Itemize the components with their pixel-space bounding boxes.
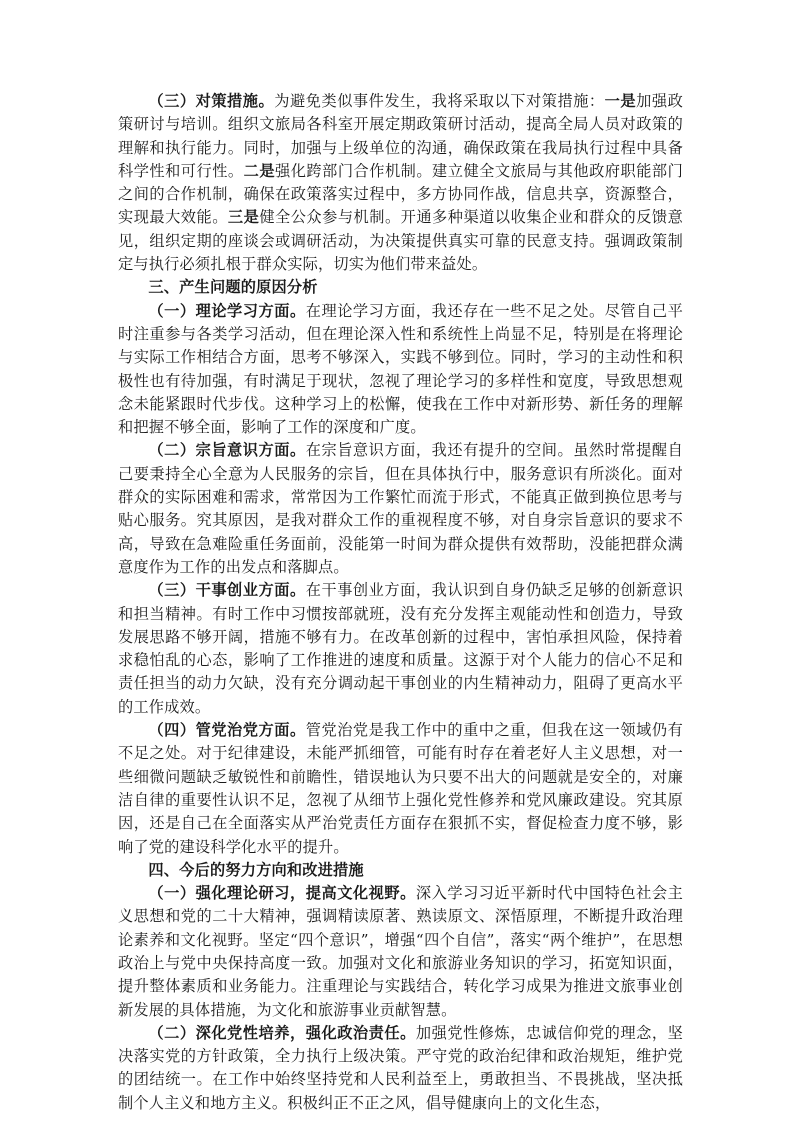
countermeasures-lead: （三）对策措施。 [148, 92, 275, 110]
paragraph-theory-research [118, 882, 683, 1022]
party-governance-text: 管党治党是我工作中的重中之重，但我在这一领域仍有不足之处。对于纪律建设，未能严抓细管，可能有时存在着老好人主义思想，对一些细微问题缺乏敏锐性和前瞻性，错误地认为只要不出大的问题就是安全的，对廉洁自律的重要性认识不足，忽视了从细节上强化党性修养和党风廉政建设。究其原因，还是自己在全面落实从严治党责任方面存在狠抓不实，督促检查力度不够，影响了党的建设科学化水平的提升。 [118, 721, 683, 856]
section-heading-improvements: 四、今后的努力方向和改进措施 [148, 860, 364, 879]
countermeasures-text-4: 健全公众参与机制。开通多种渠道以收集企业和群众的反馈意见，组织定期的座谈会或调研活动，为决策提供真实可靠的民意支持。强调政策制定与执行必须扎根于群众实际，切实为他们带来益处。 [118, 208, 683, 274]
paragraph-party-governance [118, 719, 683, 859]
theory-study-text: 在理论学习方面，我还存在一些不足之处。尽管自己平时注重参与各类学习活动，但在理论深入性和系统性上尚显不足，特别是在将理论与实际工作相结合方面，思考不够深入，实践不够到位。同时，学习的主动性和积极性也有待加强，有时满足于现状，忽视了理论学习的多样性和宽度，导致思想观念未能紧跟时代步伐。这种学习上的松懈，使我在工作中对新形势、新任务的理解和把握不够全面，影响了工作的深度和广度。 [118, 301, 683, 437]
party-spirit-lead: （二）深化党性培养，强化政治责任。 [148, 1023, 416, 1042]
section-heading-causes: 三、产生问题的原因分析 [148, 278, 318, 297]
party-governance-lead: （四）管党治党方面。 [148, 721, 306, 740]
paragraph-entrepreneurship [118, 579, 683, 719]
countermeasures-text-2: 加强政策研讨与培训。组织文旅局各科室开展定期政策研讨活动，提高全局人员对政策的理解和执行能力。同时，加强与上级单位的沟通，确保政策在我局执行过程中具备科学性和可行性。 [118, 92, 683, 180]
paragraph-party-spirit [118, 1022, 683, 1115]
theory-research-lead: （一）强化理论研习，提高文化视野。 [148, 884, 416, 903]
party-spirit-text: 加强党性修炼，忠诚信仰党的理念，坚决落实党的方针政策，全力执行上级决策。严守党的政治纪律和政治规矩，维护党的团结统一。在工作中始终坚持党和人民利益至上，勇敢担当、不畏挑战，坚决抵制个人主义和地方主义。积极纠正不正之风，倡导健康向上的文化生态， [118, 1023, 684, 1112]
countermeasures-item-1-label: 一是 [604, 92, 637, 110]
theory-research-text: 深入学习习近平新时代中国特色社会主义思想和党的二十大精神，强调精读原著、熟读原文、深悟原理，不断提升政治理论素养和文化视野。坚定“四个意识”，增强“四个自信”，落实“两个维护”，在思想政治上与党中央保持高度一致。加强对文化和旅游业务知识的学习，拓宽知识面，提升整体素质和业务能力。注重理论与实践结合，转化学习成果为推进文旅事业创新发展的具体措施，为文化和旅游事业贡献智慧。 [118, 884, 684, 1019]
paragraph-purpose-awareness [118, 439, 683, 579]
purpose-awareness-lead: （二）宗旨意识方面。 [148, 441, 306, 460]
entrepreneurship-lead: （三）干事创业方面。 [148, 581, 306, 600]
paragraph-countermeasures [118, 90, 683, 276]
purpose-awareness-text: 在宗旨意识方面，我还有提升的空间。虽然时常提醒自己要秉持全心全意为人民服务的宗旨，但在具体执行中，服务意识有所淡化。面对群众的实际困难和需求，常常因为工作繁忙而流于形式，不能真正做到换位思考与贴心服务。究其原因，是我对群众工作的重视程度不够，对自身宗旨意识的要求不高，导致在急难险重任务面前，没能第一时间为群众提供有效帮助，没能把群众满意度作为工作的出发点和落脚点。 [118, 441, 683, 576]
countermeasures-text-3: 强化跨部门合作机制。建立健全文旅局与其他政府职能部门之间的合作机制，确保在政策落实过程中，多方协同作战，信息共享，资源整合，实现最大效能。 [118, 161, 683, 227]
paragraph-theory-study [118, 300, 683, 440]
countermeasures-text-1: 为避免类似事件发生，我将采取以下对策措施： [274, 92, 605, 110]
countermeasures-item-2-label: 二是 [243, 161, 276, 180]
countermeasures-item-3-label: 三是 [227, 208, 260, 227]
theory-study-lead: （一）理论学习方面。 [148, 301, 306, 320]
entrepreneurship-text: 在干事创业方面，我认识到自身仍缺乏足够的创新意识和担当精神。有时工作中习惯按部就班，没有充分发挥主观能动性和创造力，导致发展思路不够开阔，措施不够有力。在改革创新的过程中，害怕承担风险，保持着求稳怕乱的心态，影响了工作推进的速度和质量。这源于对个人能力的信心不足和责任担当的动力欠缺，没有充分调动起干事创业的内生精神动力，阻碍了更高水平的工作成效。 [118, 581, 683, 716]
